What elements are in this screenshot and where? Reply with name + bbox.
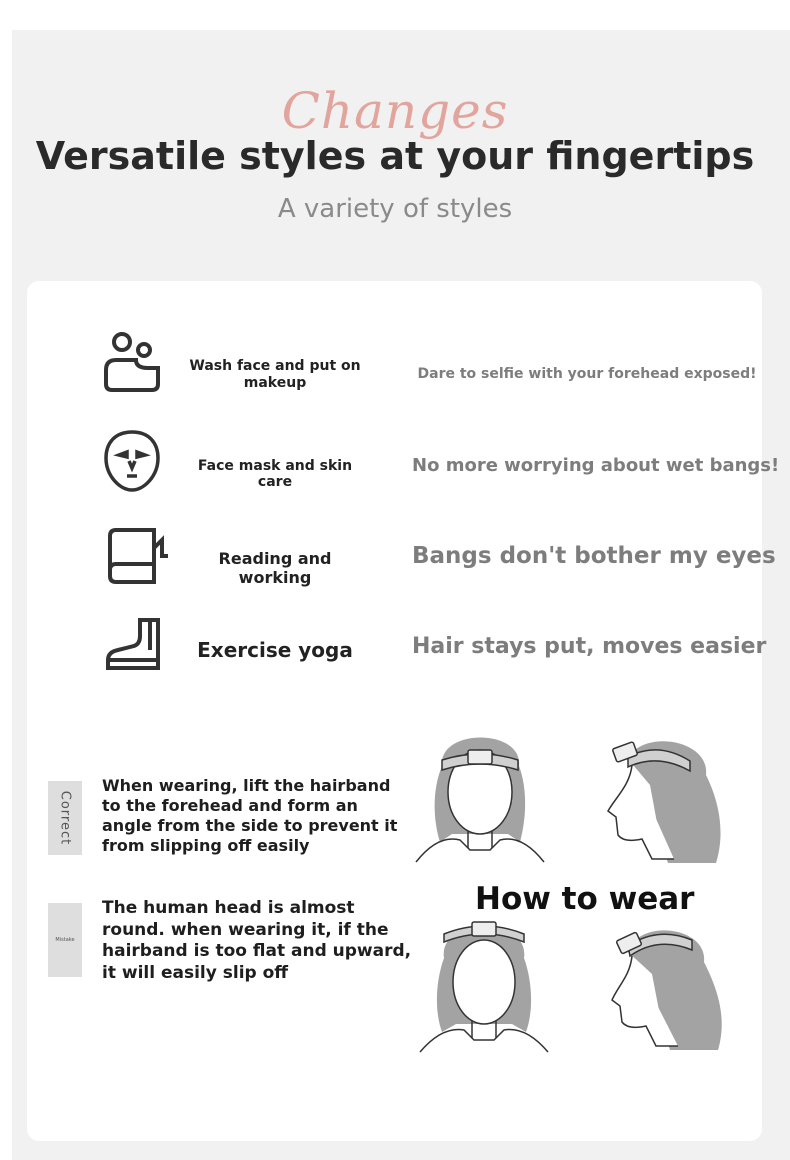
page-title: Versatile styles at your fingertips	[35, 134, 755, 178]
correct-tag	[48, 781, 82, 855]
how-to-wear-title: How to wear	[475, 881, 695, 917]
front-view-correct-illustration	[408, 730, 553, 870]
activity-label-2: Face mask and skin care	[197, 458, 353, 490]
front-view-mistake-illustration	[414, 918, 554, 1058]
side-view-correct-illustration	[598, 735, 733, 870]
activity-label-4: Exercise yoga	[197, 638, 353, 662]
page-subtitle: A variety of styles	[277, 194, 513, 224]
mistake-instruction: The human head is almost round. when wearing it, if the hairband is too flat and upward, it will easily slip off	[102, 898, 412, 983]
face-mask-icon	[102, 428, 162, 494]
mistake-tag-label: Mistake	[55, 937, 75, 943]
book-icon	[104, 526, 170, 586]
side-view-mistake-illustration	[604, 922, 734, 1057]
correct-tag-label: Correct	[57, 790, 73, 846]
correct-instruction: When wearing, lift the hairband to the forehead and form an angle from the side to prevent it from slipping off easily	[102, 776, 398, 855]
benefit-text-1: Dare to selfie with your forehead exposed!	[417, 366, 757, 382]
mistake-tag	[48, 903, 82, 977]
benefit-text-3: Bangs don't bother my eyes	[412, 543, 776, 569]
bathtub-icon	[100, 330, 164, 394]
boot-icon	[104, 616, 164, 674]
activity-label-3: Reading and working	[218, 549, 332, 587]
benefit-text-4: Hair stays put, moves easier	[412, 634, 767, 659]
activity-label-1: Wash face and put on makeup	[189, 358, 361, 391]
benefit-text-2: No more worrying about wet bangs!	[412, 455, 780, 476]
script-heading: Changes	[281, 82, 509, 140]
